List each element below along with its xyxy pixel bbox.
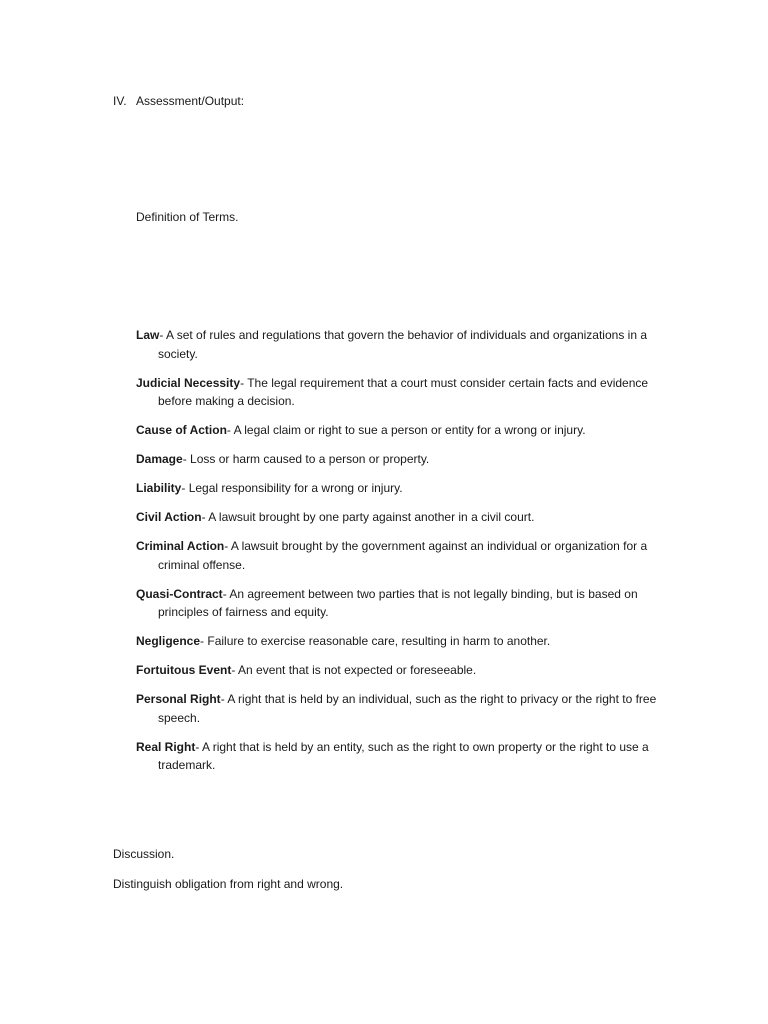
term-word: Liability: [136, 481, 182, 495]
term-word: Criminal Action: [136, 539, 225, 553]
term-judicial-necessity: [136, 374, 681, 411]
term-separator: -: [220, 692, 228, 706]
term-word: Law: [136, 328, 160, 342]
section-heading: [113, 94, 244, 108]
term-fortuitous-event: [136, 661, 681, 680]
definitions-heading: Definition of Terms.: [136, 210, 239, 224]
term-personal-right: [136, 690, 681, 727]
term-separator: -: [240, 375, 248, 390]
term-word: Cause of Action: [136, 423, 227, 437]
term-criminal-action: [136, 537, 681, 574]
term-word: Negligence: [136, 634, 201, 648]
term-word: Damage: [136, 452, 183, 466]
section-number: IV.: [113, 94, 127, 108]
term-word: Judicial Necessity: [136, 375, 241, 390]
term-word: Fortuitous Event: [136, 663, 232, 677]
term-damage: [136, 450, 681, 469]
term-definition: A set of rules and regulations that govern the behavior of individuals and organizations in a society.: [158, 328, 647, 361]
term-separator: -: [181, 481, 189, 495]
terms-list: [136, 326, 681, 785]
term-separator: -: [226, 423, 234, 437]
term-negligence: [136, 632, 681, 651]
term-civil-action: [136, 508, 681, 527]
term-definition: Legal responsibility for a wrong or injury.: [188, 481, 403, 495]
term-definition: A legal claim or right to sue a person or entity for a wrong or injury.: [233, 423, 586, 437]
discussion-prompt: Distinguish obligation from right and wrong.: [113, 877, 344, 891]
term-separator: -: [182, 452, 191, 466]
term-real-right: [136, 738, 681, 775]
section-title: Assessment/Output:: [136, 94, 245, 108]
term-definition: A right that is held by an individual, such as the right to privacy or the right to free speech.: [158, 692, 657, 725]
term-definition: A lawsuit brought by one party against another in a civil court.: [208, 510, 535, 524]
term-quasi-contract: [136, 585, 681, 622]
term-separator: -: [231, 663, 239, 677]
term-law: [136, 326, 681, 363]
discussion-label: Discussion.: [113, 847, 175, 861]
term-definition: Failure to exercise reasonable care, resulting in harm to another.: [207, 634, 551, 648]
term-definition: A right that is held by an entity, such as the right to own property or the right to use a trademark.: [158, 739, 649, 772]
term-definition: An event that is not expected or foreseeable.: [238, 663, 477, 677]
term-separator: -: [200, 634, 208, 648]
term-separator: -: [224, 539, 231, 553]
term-word: Quasi-Contract: [136, 586, 223, 601]
term-word: Real Right: [136, 739, 196, 754]
term-separator: -: [222, 586, 230, 601]
term-separator: -: [195, 739, 203, 754]
term-separator: -: [201, 510, 209, 524]
term-definition: Loss or harm caused to a person or property.: [190, 452, 430, 466]
term-separator: -: [159, 328, 167, 342]
term-word: Civil Action: [136, 510, 202, 524]
term-definition: A lawsuit brought by the government against an individual or organization for a criminal offense.: [158, 539, 648, 572]
term-cause-of-action: [136, 421, 681, 440]
term-definition: The legal requirement that a court must consider certain facts and evidence before making a decision.: [158, 375, 649, 408]
term-word: Personal Right: [136, 692, 221, 706]
term-definition: An agreement between two parties that is not legally binding, but is based on principles of fairness and equity.: [158, 586, 638, 619]
term-liability: [136, 479, 681, 498]
